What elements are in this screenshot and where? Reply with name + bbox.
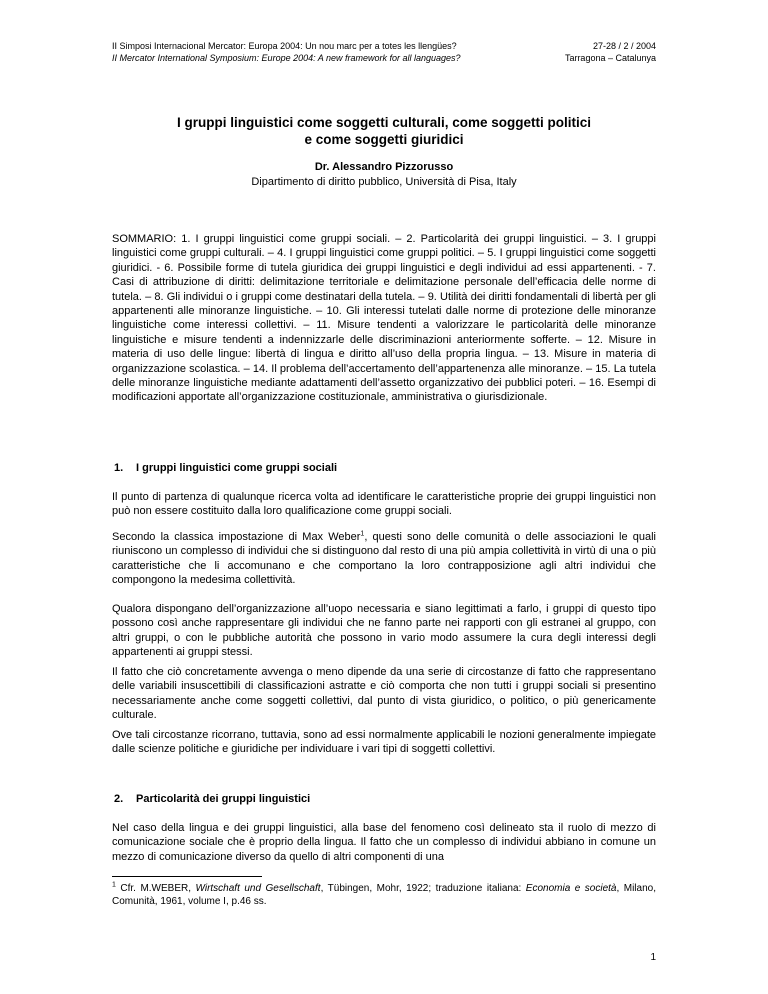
footnote-1 <box>112 882 656 908</box>
summary-text: SOMMARIO: 1. I gruppi linguistici come gruppi sociali. – 2. Particolarità dei gruppi linguistici. – 3. I gruppi linguistici come gruppi culturali. – 4. I gruppi linguistici come gruppi politici. – 5. I gruppi linguistici come soggetti giuridici. - 6. Possibile forme di tutela giuridica dei gruppi linguistici e degli individui ad essi appartenenti. - 7. Casi di attribuzione di diritti: delimitazione territoriale e delimitazione personale dell’efficacia delle norme di tutela. – 8. Gli individui o i gruppi come destinatari della tutela. – 9. Utilità dei diritti fondamentali di libertà per gli appartenenti alle minoranze linguistiche. – 10. Gli interessi tutelati dalle norme di protezione delle minoranze linguistiche come interessi collettivi. – 11. Misure tendenti a valorizzare le particolarità delle minoranze linguistiche e misure tendenti a indennizzarle delle discriminazioni anteriormente sofferte. – 12. Misure in materia di uso delle lingue: libertà di lingua e diritto all’uso della propria lingua. – 13. Misure in materia di organizzazione scolastica. – 14. Il problema dell’accertamento dell’appartenenza alle minoranze. – 15. La tutela delle minoranze linguistiche mediante adattamenti dell’assetto organizzativo dei pubblici poteri. – 16. Esempi di modificazioni apportate all’organizzazione costituzionale, amministrativa o giurisdizionale. <box>112 233 656 404</box>
author-affiliation: Dipartimento di diritto pubblico, Università di Pisa, Italy <box>251 176 517 188</box>
section-2 <box>112 792 656 806</box>
section-1-heading <box>112 461 656 475</box>
header-right <box>565 40 656 64</box>
footnote-text-a: Cfr. M.WEBER, <box>115 883 196 894</box>
section-2-p1-wrap <box>112 821 656 864</box>
p2-text-after: , questi sono delle comunità o delle associazioni le quali riuniscono un complesso di individui che si distinguono dal resto di una più ampia collettività in virtù di una o più caratteristiche che li accomunano e che comportano la loro contrapposizione agli altri individui che compongono la medesima collettività. <box>112 531 656 587</box>
header-left-catalan: II Simposi Internacional Mercator: Europa 2004: Un nou marc per a totes les llengües? <box>112 41 457 51</box>
header-date: 27-28 / 2 / 2004 <box>592 41 656 51</box>
page-number: 1 <box>650 952 656 963</box>
section-1-number: 1. <box>114 462 124 474</box>
section-1-paragraph-3: Qualora dispongano dell’organizzazione all’uopo necessaria e siano legittimati a farlo, i gruppi di questo tipo possono così anche rappresentare gli individui che ne fanno parte nei rapporti con gli estranei al gruppo, con altri gruppi, o con le pubbliche autorità che possono in vario modo assumere la cura degli interessi degli appartenenti ai gruppi stessi. <box>112 603 656 659</box>
section-2-number: 2. <box>114 793 124 805</box>
title-line-2: e come soggetti giuridici <box>304 132 464 147</box>
title-line-1: I gruppi linguistici come soggetti culturali, come soggetti politici <box>176 115 592 130</box>
author-name: Dr. Alessandro Pizzorusso <box>314 161 454 173</box>
author-block <box>112 160 656 190</box>
p2-text-before: Secondo la classica impostazione di Max Weber <box>112 531 361 543</box>
section-1-paragraph-1: Il punto di partenza di qualunque ricerca volta ad identificare le caratteristiche proprie dei gruppi linguistici non può non essere costituito dalla loro qualificazione come gruppi sociali. <box>112 491 656 518</box>
section-1-p2-wrap <box>112 530 656 588</box>
section-1-paragraph-4: Il fatto che ciò concretamente avvenga o meno dipende da una serie di circostanze di fatto che rappresentano delle variabili insuscettibili di classificazioni astratte e ciò comporta che non tutti i gruppi sociali si presentino necessariamente anche come soggetti collettivi, dal punto di vista giuridico, o politico, o più genericamente culturale. <box>112 666 656 722</box>
paper-title <box>112 114 656 148</box>
section-2-title: Particolarità dei gruppi linguistici <box>136 793 311 805</box>
section-1 <box>112 461 656 475</box>
footnote-ref-1[interactable]: 1 <box>360 530 365 538</box>
footnote-translation-title: Economia e società <box>525 883 617 894</box>
section-1-p3-wrap <box>112 602 656 660</box>
footnote-text-c: , Milano, Comunità, 1961, volume I, p.46 ss. <box>112 883 656 907</box>
section-2-paragraph-1: Nel caso della lingua e dei gruppi linguistici, alla base del fenomeno così delineato sta il ruolo di mezzo di comunicazione sociale che è proprio della lingua. Il fatto che un complesso di individui abbiano in comune un mezzo di comunicazione diverso da quello di altri componenti di una <box>112 822 656 863</box>
header-left <box>112 40 461 64</box>
section-1-paragraph-5: Ove tali circostanze ricorrano, tuttavia, sono ad essi normalmente applicabili le nozioni generalmente impiegate dalle scienze politiche e giuridiche per individuare i vari tipi di soggetti collettivi. <box>112 729 656 756</box>
header-left-english: II Mercator International Symposium: Europe 2004: A new framework for all languages? <box>112 53 461 63</box>
header-place: Tarragona – Catalunya <box>564 53 656 63</box>
footnote-separator <box>112 876 262 877</box>
footnote-work-title: Wirtschaft und Gesellschaft <box>195 883 321 894</box>
section-1-p5-wrap <box>112 728 656 757</box>
section-1-paragraph-2 <box>112 530 656 588</box>
footnote-text-b: , Tübingen, Mohr, 1922; traduzione italiana: <box>320 883 526 894</box>
section-1-p1-wrap <box>112 490 656 519</box>
section-1-p4-wrap <box>112 665 656 723</box>
summary-block <box>112 232 656 405</box>
section-2-heading <box>112 792 656 806</box>
section-1-title: I gruppi linguistici come gruppi sociali <box>136 462 338 474</box>
footnote-mark: 1 <box>112 881 116 889</box>
